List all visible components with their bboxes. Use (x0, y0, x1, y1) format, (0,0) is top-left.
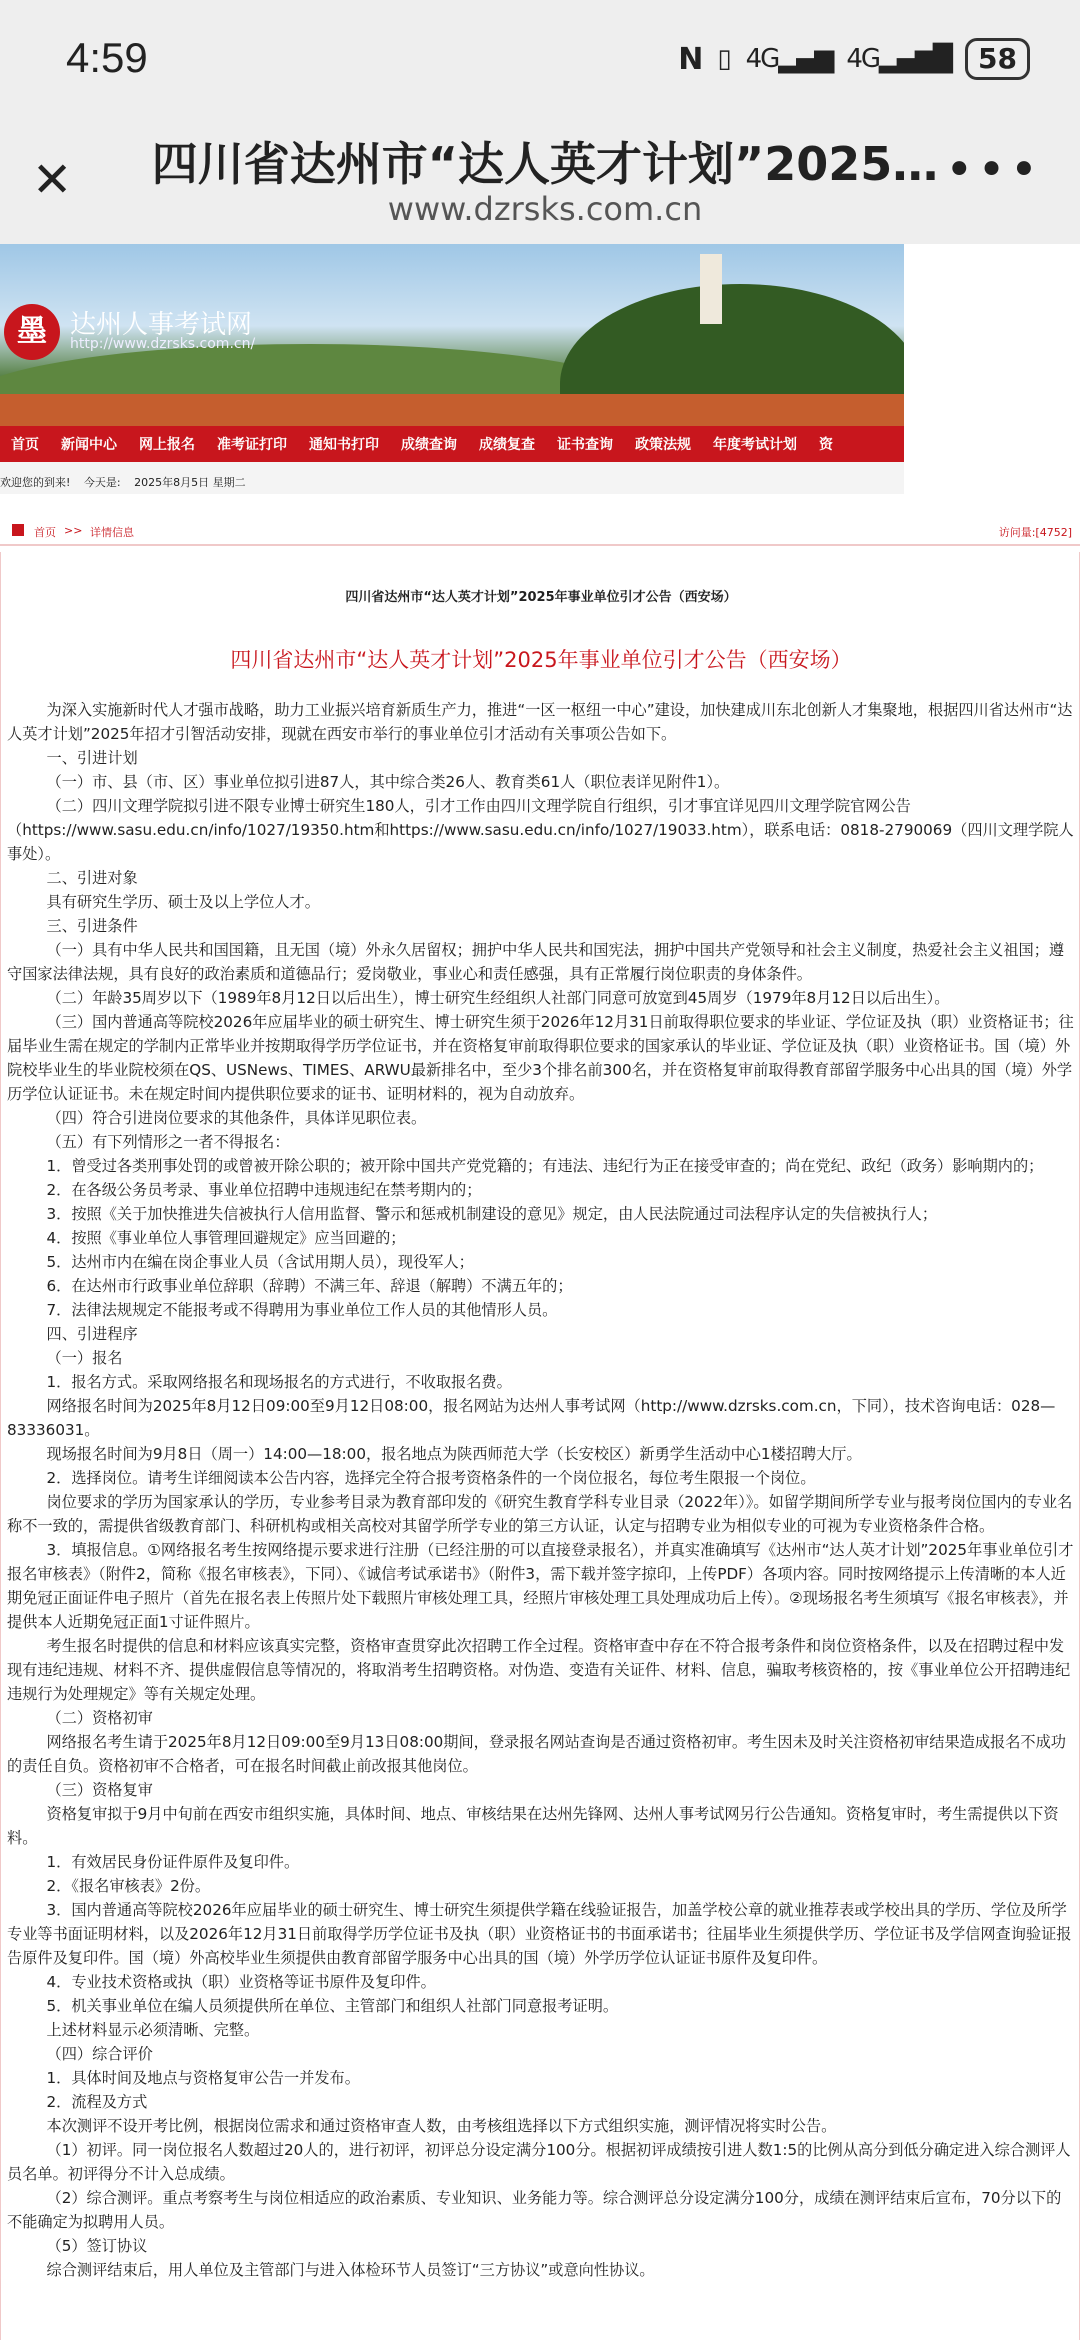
breadcrumb (0, 518, 1080, 546)
today-label: 今天是: (83, 476, 121, 489)
article-paragraph: 上述材料显示必须清晰、完整。 (46, 2021, 260, 2039)
site-logo[interactable]: 墨 (4, 304, 60, 360)
article-paragraph: （一）报名 (46, 1349, 123, 1367)
article-small-title: 四川省达州市“达人英才计划”2025年事业单位引才公告（西安场） (345, 590, 737, 605)
article-paragraph: 二、引进对象 (46, 869, 138, 887)
today-date: 2025年8月5日 星期二 (134, 476, 246, 489)
article-paragraph: 岗位要求的学历为国家承认的学历，专业参考目录为教育部印发的《研究生教育学科专业目录（2022年）》。如留学期间所学专业与报考岗位国内的专业名称不一致的，需提供省级教育部门、科研机构或相关高校对其留学所学专业的第三方认证，认定与招聘专业为相似专业的可视为专业资格条件合格。 (7, 1493, 1073, 1535)
menu-item-score-review[interactable]: 成绩复查 (479, 437, 535, 453)
welcome-text: 欢迎您的到来! (0, 476, 71, 489)
menu-item-policy[interactable]: 政策法规 (635, 437, 691, 453)
article-paragraph: （五）有下列情形之一者不得报名： (46, 1133, 290, 1151)
article-paragraph: 5．机关事业单位在编人员须提供所在单位、主管部门和组织人社部门同意报考证明。 (46, 1997, 619, 2015)
signal-icon-2: 4G▂▄▆█ (846, 44, 952, 74)
menu-item-exam-plan[interactable]: 年度考试计划 (713, 437, 797, 453)
article-paragraph: 网络报名考生请于2025年8月12日09:00至9月13日08:00期间，登录报名网站查询是否通过资格初审。考生因未及时关注资格初审结果造成报名不成功的责任自负。资格初审不合格者，可在报名时间截止前改报其他岗位。 (7, 1733, 1066, 1775)
menu-item-news[interactable]: 新闻中心 (61, 437, 117, 453)
breadcrumb-detail: 详情信息 (90, 526, 134, 539)
article-paragraph: （5）签订协议 (46, 2237, 148, 2255)
breadcrumb-home[interactable]: 首页 (34, 526, 56, 539)
article-paragraph: （四）符合引进岗位要求的其他条件，具体详见职位表。 (46, 1109, 427, 1127)
banner-tower (700, 254, 722, 324)
nfc-icon: N (678, 41, 704, 77)
article-paragraph: 3．填报信息。①网络报名考生按网络提示要求进行注册（已经注册的可以直接登录报名），并真实准确填写《达州市“达人英才计划”2025年事业单位引才报名审核表》（附件2，简称《报名审核表》，下同）、《诚信考试承诺书》（附件3，需下载并签字掠印，上传PDF）各项内容。同时按网络提示上传清晰的本人近期免冠正面证件电子照片（首先在报名表上传照片处下载照片审核处理工具，经照片审核处理工具处理成功后上传）。②现场报名考生须填写《报名审核表》，并提供本人近期免冠正面1寸证件照片。 (7, 1541, 1074, 1631)
article-paragraph: 现场报名时间为9月8日（周一）14:00—18:00，报名地点为陕西师范大学（长安校区）新勇学生活动中心1楼招聘大厅。 (46, 1445, 862, 1463)
article-paragraph: 网络报名时间为2025年8月12日09:00至9月12日08:00，报名网站为达州人事考试网（http://www.dzrsks.com.cn，下同），技术咨询电话：028—83336031。 (7, 1397, 1056, 1439)
article-container (0, 552, 1080, 2340)
article-paragraph: 2．选择岗位。请考生详细阅读本公告内容，选择完全符合报考资格条件的一个岗位报名，每位考生限报一个岗位。 (46, 1469, 816, 1487)
article-paragraph: 1．有效居民身份证件原件及复印件。 (46, 1853, 300, 1871)
article-paragraph: 2．在各级公务员考录、事业单位招聘中违规违纪在禁考期内的； (46, 1181, 482, 1199)
article-paragraph: 1．曾受过各类刑事处罚的或曾被开除公职的；被开除中国共产党党籍的；有违法、违纪行为正在接受审查的；尚在党纪、政纪（政务）影响期内的； (46, 1157, 1044, 1175)
clock: 4:59 (66, 34, 148, 81)
browser-nav-bar (0, 120, 1080, 244)
article-paragraph: （二）四川文理学院拟引进不限专业博士研究生180人，引才工作由四川文理学院自行组织，引才事宜详见四川文理学院官网公告（https://www.sasu.edu.cn/info/1027/19350.htm和https://www.sasu.edu.cn/info/1027/19033.htm），联系电话：0818-2790069（四川文理学院人事处）。 (7, 797, 1074, 863)
article-paragraph: （四）综合评价 (46, 2045, 153, 2063)
page-title: 四川省达州市“达人英才计划”2025… (151, 137, 939, 191)
battery-icon: 58 (965, 38, 1030, 80)
article-paragraph: 1．报名方式。采取网络报名和现场报名的方式进行，不收取报名费。 (46, 1373, 512, 1391)
article-paragraph: 4．专业技术资格或执（职）业资格等证书原件及复印件。 (46, 1973, 436, 1991)
article-paragraph: 4．按照《事业单位人事管理回避规定》应当回避的； (46, 1229, 406, 1247)
article-title: 四川省达州市“达人英才计划”2025年事业单位引才公告（西安场） (230, 648, 852, 672)
menu-item-more[interactable]: 资 (819, 437, 833, 453)
article-paragraph: 资格复审拟于9月中旬前在西安市组织实施，具体时间、地点、审核结果在达州先锋网、达州人事考试网另行公告通知。资格复审时，考生需提供以下资料。 (7, 1805, 1059, 1847)
welcome-bar (0, 462, 904, 494)
site-name: 达州人事考试网 (70, 310, 253, 340)
article-paragraph: 本次测评不设开考比例，根据岗位需求和通过资格审查人数，由考核组选择以下方式组织实施，测评情况将实时公告。 (46, 2117, 837, 2135)
article-body (7, 698, 1075, 2282)
article-paragraph: （一）具有中华人民共和国国籍，且无国（境）外永久居留权；拥护中华人民共和国宪法，拥护中国共产党领导和社会主义制度，热爱社会主义祖国；遵守国家法律法规，具有良好的政治素质和道德品行；爱岗敬业，事业心和责任感强，具有正常履行岗位职责的身体条件。 (7, 941, 1065, 983)
status-bar (0, 0, 1080, 120)
article-paragraph: 6．在达州市行政事业单位辞职（辞聘）不满三年、辞退（解聘）不满五年的； (46, 1277, 573, 1295)
banner-river (0, 394, 904, 426)
article-paragraph: （一）市、县（市、区）事业单位拟引进87人，其中综合类26人、教育类61人（职位表详见附件1）。 (46, 773, 730, 791)
article-paragraph: 7．法律法规规定不能报考或不得聘用为事业单位工作人员的其他情形人员。 (46, 1301, 558, 1319)
menu-item-home[interactable]: 首页 (11, 437, 39, 453)
article-paragraph: 综合测评结束后，用人单位及主管部门与进入体检环节人员签订“三方协议”或意向性协议。 (46, 2261, 655, 2279)
article-paragraph: （三）国内普通高等院校2026年应届毕业的硕士研究生、博士研究生须于2026年12月31日前取得职位要求的毕业证、学位证及执（职）业资格证书；往届毕业生需在规定的学制内正常毕业并按期取得学历学位证书，并在资格复审前取得职位要求的国家承认的毕业证、学位证及执（职）业资格证书。国（境）外院校毕业生的毕业院校须在QS、USNews、TIMES、ARWU最新排名中，至少3个排名前300名，并在资格复审前取得教育部留学服务中心出具的国（境）外学历学位认证证书。未在规定时间内提供职位要求的证书、证明材料的，视为自动放弃。 (7, 1013, 1074, 1103)
close-icon[interactable]: ✕ (32, 152, 73, 208)
menu-item-admission-ticket[interactable]: 准考证打印 (217, 437, 287, 453)
menu-item-score-query[interactable]: 成绩查询 (401, 437, 457, 453)
vibrate-icon: ▯ (717, 44, 732, 74)
article-paragraph: （三）资格复审 (46, 1781, 153, 1799)
menu-item-certificate-query[interactable]: 证书查询 (557, 437, 613, 453)
breadcrumb-arrow-icon (12, 524, 24, 536)
menu-item-notice-print[interactable]: 通知书打印 (309, 437, 379, 453)
article-paragraph: 一、引进计划 (46, 749, 138, 767)
article-paragraph: （1）初评。同一岗位报名人数超过20人的，进行初评，初评总分设定满分100分。根据初评成绩按引进人数1:5的比例从高分到低分确定进入综合测评人员名单。初评得分不计入总成绩。 (7, 2141, 1071, 2183)
article-paragraph: 3．按照《关于加快推进失信被执行人信用监督、警示和惩戒机制建设的意见》规定，由人民法院通过司法程序认定的失信被执行人； (46, 1205, 938, 1223)
network-label-2: 4G (846, 44, 880, 74)
article-paragraph: 为深入实施新时代人才强市战略，助力工业振兴培育新质生产力，推进“一区一枢纽一中心”建设，加快建成川东北创新人才集聚地，根据四川省达州市“达人英才计划”2025年招才引智活动安排，现就在西安市举行的事业单位引才活动有关事项公告如下。 (7, 701, 1073, 743)
visit-count: 访问量:[4752] (998, 526, 1072, 539)
article-paragraph: 5．达州市内在编在岗企事业人员（含试用期人员），现役军人； (46, 1253, 474, 1271)
signal-icon: 4G▂▄▆ (745, 44, 833, 74)
article-paragraph: （二）资格初审 (46, 1709, 153, 1727)
article-paragraph: 3．国内普通高等院校2026年应届毕业的硕士研究生、博士研究生须提供学籍在线验证报告，加盖学校公章的就业推荐表或学校出具的学历、学位及所学专业等书面证明材料，以及2026年12月31日前取得学历学位证书及执（职）业资格证书的书面承诺书；往届毕业生须提供学历、学位证书及学信网查询验证报告原件及复印件。国（境）外高校毕业生须提供由教育部留学服务中心出具的国（境）外学历学位认证证书原件及复印件。 (7, 1901, 1072, 1967)
article-paragraph: 三、引进条件 (46, 917, 138, 935)
article-paragraph: （2）综合测评。重点考察考生与岗位相适应的政治素质、专业知识、业务能力等。综合测评总分设定满分100分，成绩在测评结束后宣布，70分以下的不能确定为拟聘用人员。 (7, 2189, 1062, 2231)
article-paragraph: 2．《报名审核表》2份。 (46, 1877, 211, 1895)
site-banner (0, 244, 904, 426)
article-paragraph: （二）年龄35周岁以下（1989年8月12日以后出生），博士研究生经组织人社部门同意可放宽到45周岁（1979年8月12日以后出生）。 (46, 989, 950, 1007)
article-paragraph: 2．流程及方式 (46, 2093, 148, 2111)
article-paragraph: 四、引进程序 (46, 1325, 138, 1343)
more-icon[interactable]: ••• (945, 142, 1042, 198)
article-paragraph: 1．具体时间及地点与资格复审公告一并发布。 (46, 2069, 360, 2087)
menu-item-register[interactable]: 网上报名 (139, 437, 195, 453)
breadcrumb-separator: >> (64, 524, 83, 537)
main-menu (0, 426, 904, 462)
article-paragraph: 具有研究生学历、硕士及以上学位人才。 (46, 893, 320, 911)
page-url[interactable]: www.dzrsks.com.cn (387, 190, 703, 228)
network-label: 4G (745, 44, 779, 74)
site-url: http://www.dzrsks.com.cn/ (70, 336, 256, 352)
article-paragraph: 考生报名时提供的信息和材料应该真实完整，资格审查贯穿此次招聘工作全过程。资格审查中存在不符合报考条件和岗位资格条件，以及在招聘过程中发现有违纪违规、材料不齐、提供虚假信息等情况的，将取消考生招聘资格。对伪造、变造有关证件、材料、信息，骗取考核资格的，按《事业单位公开招聘违纪违规行为处理规定》等有关规定处理。 (7, 1637, 1071, 1703)
